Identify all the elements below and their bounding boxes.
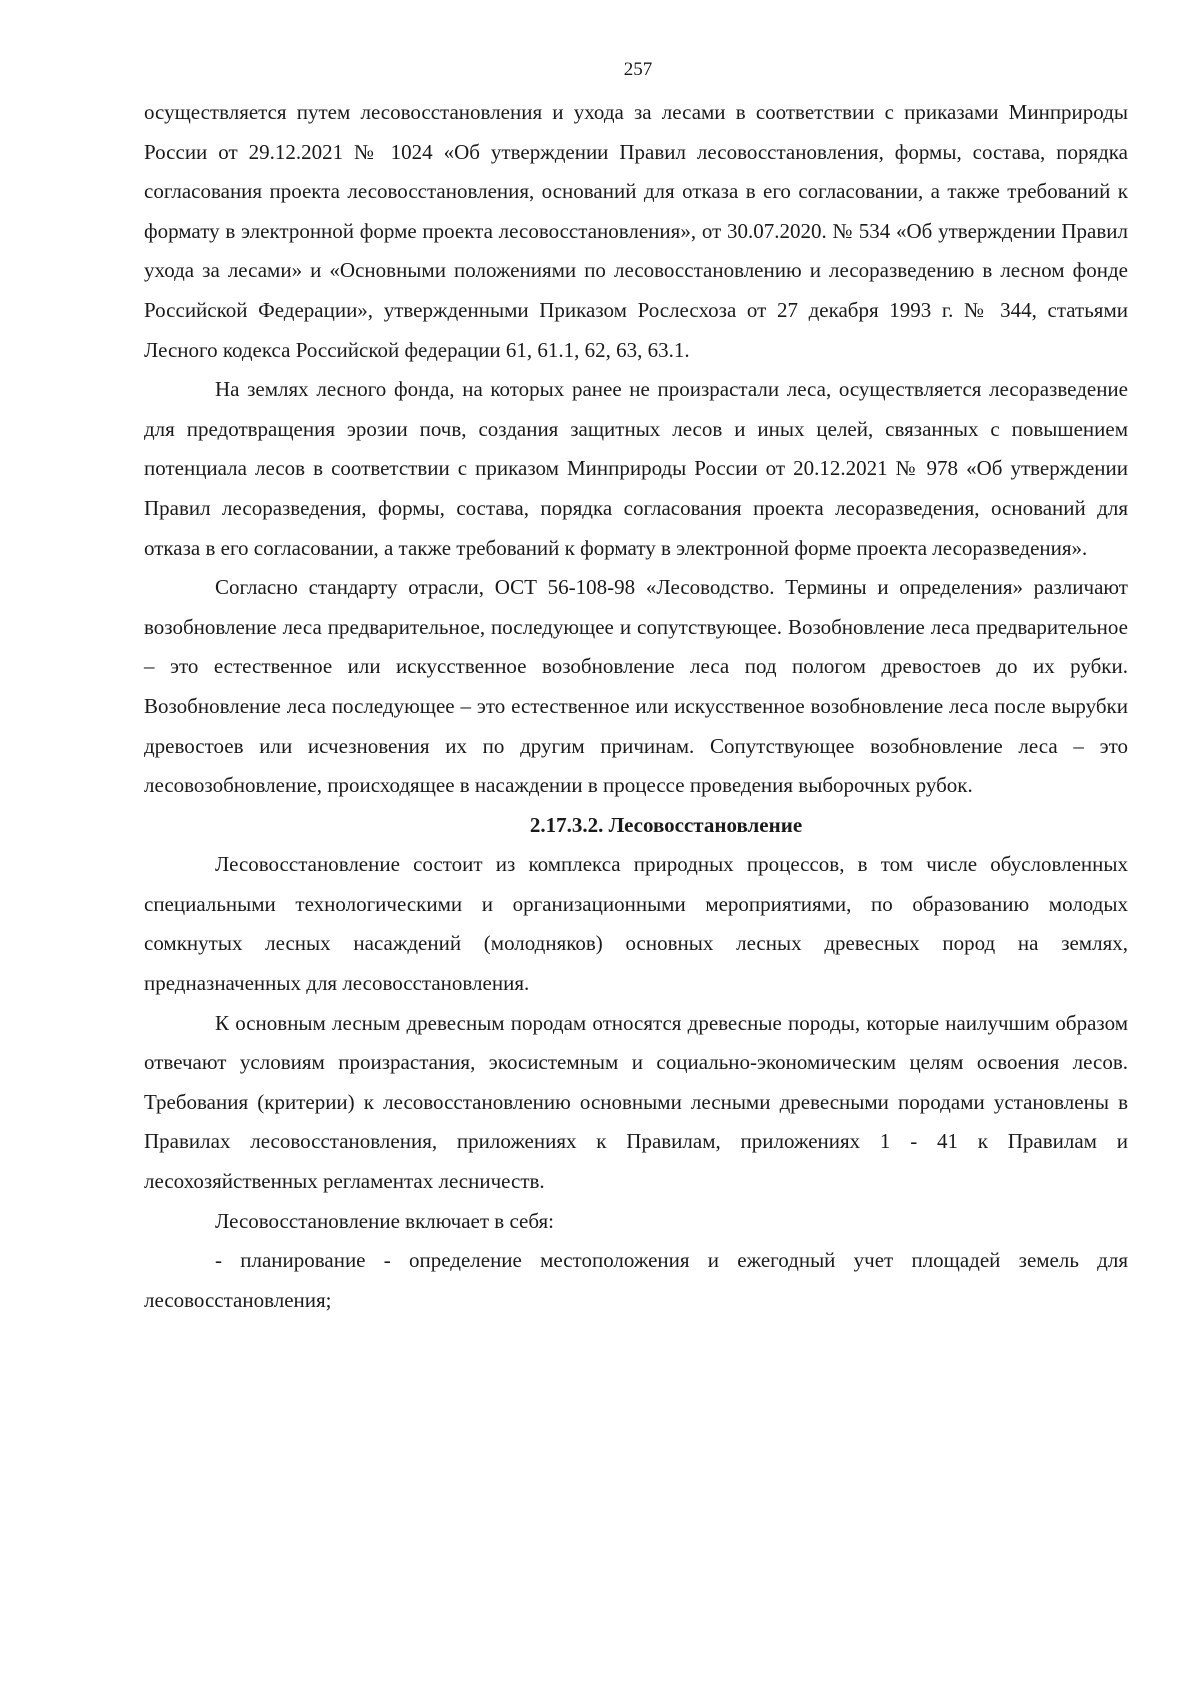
paragraph-regulations: осуществляется путем лесовосстановления и ухода за лесами в соответствии с приказами Минприроды России от 29.12.2021 № 1024 «Об утверждении Правил лесовосстановления, формы, состава, порядка согласования проекта лесовосстановления, оснований для отказа в его согласовании, а также требований к формату в электронной форме проекта лесовосстановления», от 30.07.2020. № 534 «Об утверждении Правил ухода за лесами» и «Основными положениями по лесовосстановлению и лесоразведению в лесном фонде Российской Федерации», утвержденными Приказом Рослесхоза от 27 декабря 1993 г. № 344, статьями Лесного кодекса Российской федерации 61, 61.1, 62, 63, 63.1.	[144, 100, 1128, 362]
paragraph-main-species: К основным лесным древесным породам относятся древесные породы, которые наилучшим образом отвечают условиям произрастания, экосистемным и социально-экономическим целям освоения лесов. Требования (критерии) к лесовосстановлению основными лесными древесными породами установлены в Правилах лесовосстановления, приложениях к Правилам, приложениях 1 - 41 к Правилам и лесохозяйственных регламентах лесничеств.	[144, 1010, 1128, 1194]
page-body	[144, 93, 1128, 1320]
page-number: 257	[623, 59, 653, 80]
paragraph-includes: Лесовосстановление включает в себя:	[215, 1208, 555, 1233]
list-item-planning: - планирование - определение местоположения и ежегодный учет площадей земель для лесовосстановления;	[144, 1248, 1128, 1312]
paragraph-afforestation: На землях лесного фонда, на которых ранее не произрастали леса, осуществляется лесоразведение для предотвращения эрозии почв, создания защитных лесов и иных целей, связанных с повышением потенциала лесов в соответствии с приказом Минприроды России от 20.12.2021 № 978 «Об утверждении Правил лесоразведения, формы, состава, порядка согласования проекта лесоразведения, оснований для отказа в его согласовании, а также требований к формату в электронной форме проекта лесоразведения».	[144, 377, 1128, 560]
paragraph-reforestation-definition: Лесовосстановление состоит из комплекса природных процессов, в том числе обусловленных специальными технологическими и организационными мероприятиями, по образованию молодых сомкнутых лесных насаждений (молодняков) основных лесных древесных пород на землях, предназначенных для лесовосстановления.	[144, 852, 1128, 996]
section-heading: 2.17.3.2. Лесовосстановление	[529, 812, 803, 837]
paragraph-regeneration-types: Согласно стандарту отрасли, ОСТ 56-108-98 «Лесоводство. Термины и определения» различают возобновление леса предварительное, последующее и сопутствующее. Возобновление леса предварительное – это естественное или искусственное возобновление леса под пологом древостоев до их рубки. Возобновление леса последующее – это естественное или искусственное возобновление леса после вырубки древостоев или исчезновения их по другим причинам. Сопутствующее возобновление леса – это лесовозобновление, происходящее в насаждении в процессе проведения выборочных рубок.	[144, 575, 1128, 798]
